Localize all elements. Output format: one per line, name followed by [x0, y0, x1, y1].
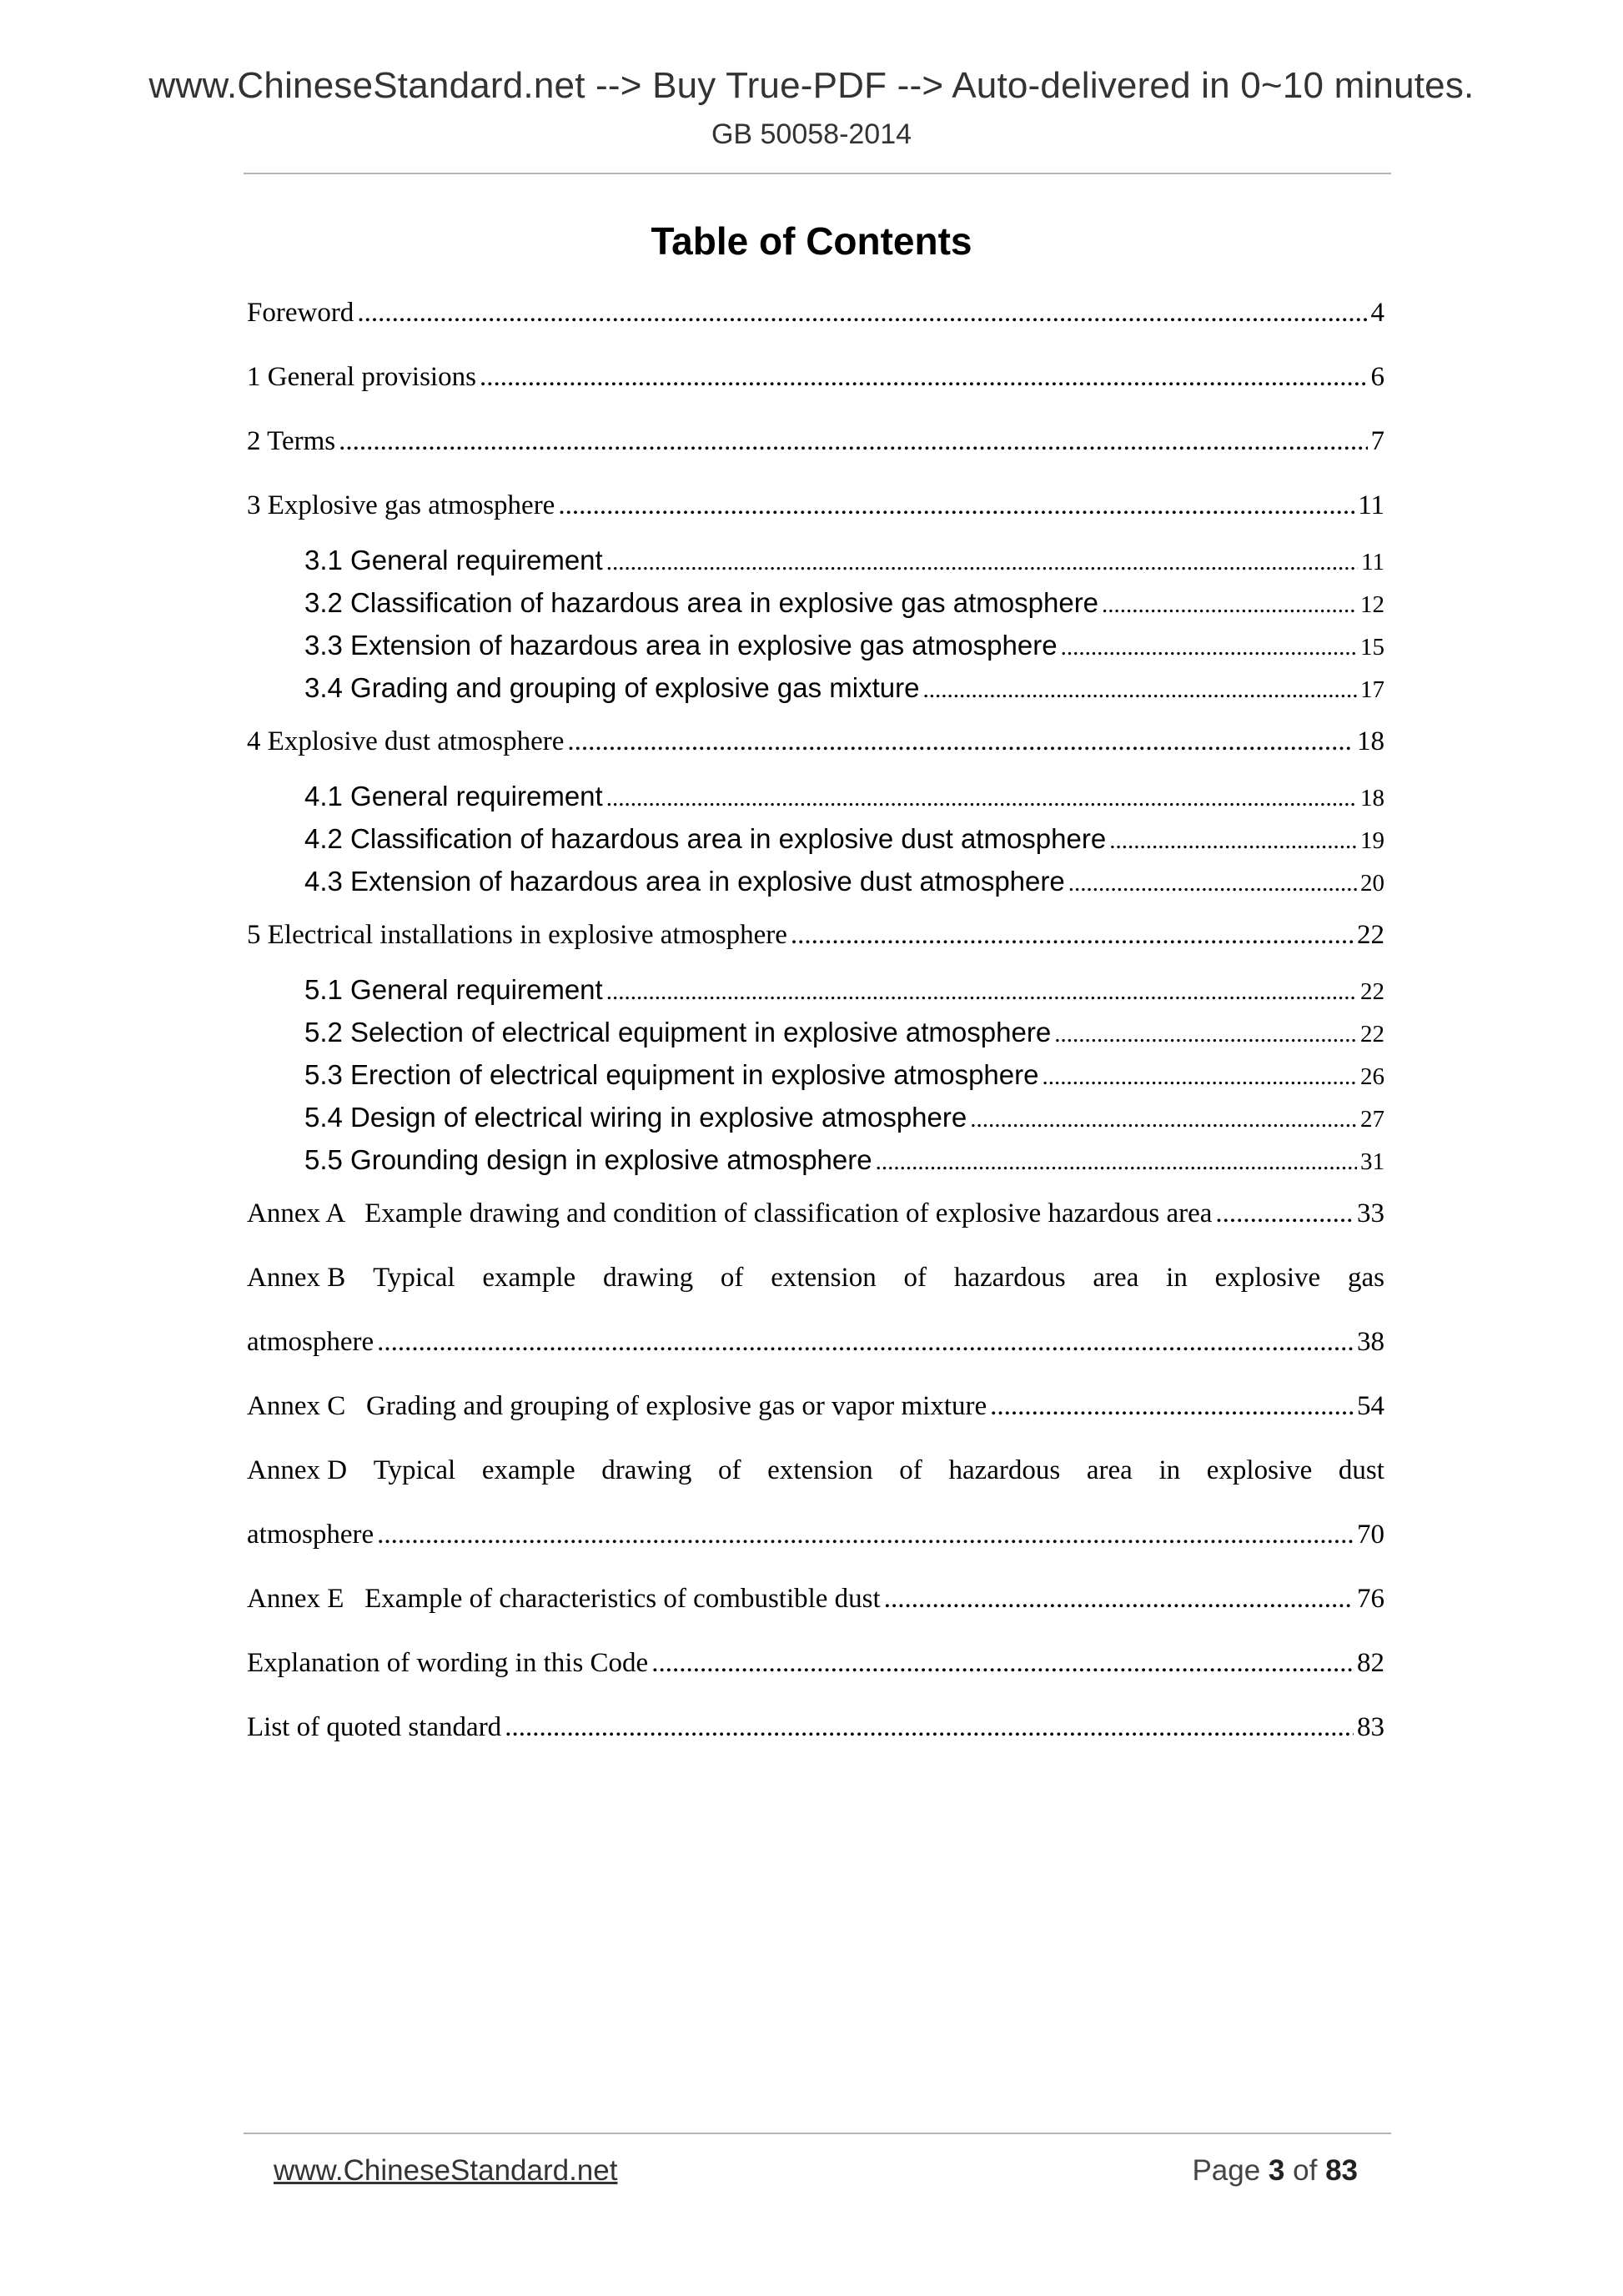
standard-code: GB 50058-2014 — [711, 118, 912, 150]
toc-entry-page: 15 — [1360, 634, 1384, 661]
dot-leader — [567, 726, 1354, 757]
toc-entry-section-5-2[interactable] — [304, 1017, 1384, 1048]
toc-entry-section-5-3[interactable] — [304, 1059, 1384, 1091]
dot-leader — [339, 426, 1367, 457]
toc-entry-label: 5.2 Selection of electrical equipment in explosive atmosphere — [304, 1017, 1052, 1048]
toc-entry-section-5-5[interactable] — [304, 1144, 1384, 1176]
toc-entry-label: 4.1 General requirement — [304, 781, 603, 811]
toc-entry-annex-c[interactable] — [247, 1391, 1384, 1422]
dot-leader — [1109, 827, 1357, 855]
toc-entry-page: 83 — [1357, 1712, 1384, 1742]
toc-entry-label: Annex E Example of characteristics of combustible dust — [247, 1584, 881, 1614]
dot-leader — [606, 785, 1357, 812]
toc-entry-page: 31 — [1360, 1148, 1384, 1175]
toc-entry-quoted-standards[interactable] — [247, 1712, 1384, 1743]
toc-entry-page: 19 — [1360, 827, 1384, 854]
toc-entry-wording[interactable] — [247, 1648, 1384, 1679]
toc-entry-label: 2 Terms — [247, 426, 336, 456]
dot-leader — [505, 1712, 1354, 1743]
toc-entry-section-4-2[interactable] — [304, 823, 1384, 855]
dot-leader — [876, 1148, 1357, 1176]
toc-word: in — [1158, 1455, 1181, 1485]
toc-word: area — [1086, 1455, 1133, 1485]
toc-entry-page: 4 — [1370, 298, 1384, 328]
toc-entry-page: 54 — [1357, 1391, 1384, 1421]
toc-word: Annex D — [247, 1455, 348, 1485]
toc-entry-page: 11 — [1361, 549, 1384, 575]
toc-entry-section-3-4[interactable] — [304, 672, 1384, 704]
toc-entry-label: 5 Electrical installations in explosive atmosphere — [247, 920, 787, 950]
toc-entry-label: 3.3 Extension of hazardous area in explosive gas atmosphere — [304, 630, 1058, 661]
toc-entry-label: 4 Explosive dust atmosphere — [247, 726, 565, 756]
toc-entry-annex-b-line1[interactable] — [247, 1263, 1384, 1294]
toc-word: explosive — [1206, 1455, 1313, 1485]
toc-word: drawing — [601, 1455, 692, 1485]
toc-entry-section-4-1[interactable] — [304, 781, 1384, 812]
toc-entry-label: 5.5 Grounding design in explosive atmosphere — [304, 1144, 872, 1175]
dot-leader — [791, 920, 1354, 951]
toc-entry-label: 1 General provisions — [247, 362, 476, 392]
toc-entry-page: 17 — [1360, 676, 1384, 703]
toc-entry-label: atmosphere — [247, 1327, 374, 1357]
toc-entry-page: 76 — [1357, 1584, 1384, 1614]
toc-word: drawing — [602, 1263, 694, 1293]
toc-word: example — [481, 1455, 575, 1485]
toc-word: extension — [771, 1263, 877, 1293]
toc-word: Typical — [373, 1455, 456, 1485]
toc-entry-label: Foreword — [247, 298, 354, 328]
toc-entry-section-3-1[interactable] — [304, 545, 1384, 576]
toc-entry-page: 38 — [1357, 1327, 1384, 1357]
dot-leader — [1042, 1063, 1357, 1091]
total-pages: 83 — [1325, 2154, 1358, 2187]
toc-entry-page: 7 — [1370, 426, 1384, 456]
toc-entry-label: 4.2 Classification of hazardous area in explosive dust atmosphere — [304, 823, 1107, 854]
toc-entry-page: 20 — [1360, 870, 1384, 897]
toc-word: hazardous — [953, 1263, 1066, 1293]
toc-entry-chapter-3[interactable] — [247, 490, 1384, 521]
toc-entry-label: Explanation of wording in this Code — [247, 1648, 649, 1678]
toc-entry-page: 18 — [1357, 726, 1384, 756]
footer-divider — [244, 2133, 1391, 2134]
toc-entry-label: 3.4 Grading and grouping of explosive gas mixture — [304, 672, 920, 703]
toc-entry-page: 22 — [1357, 920, 1384, 950]
toc-entry-annex-b-line2[interactable] — [247, 1327, 1384, 1358]
toc-word: gas — [1347, 1263, 1384, 1293]
toc-entry-page: 6 — [1370, 362, 1384, 392]
toc-entry-page: 11 — [1358, 490, 1384, 520]
dot-leader — [558, 490, 1354, 521]
toc-entry-section-4-3[interactable] — [304, 866, 1384, 897]
page-indicator — [1192, 2154, 1358, 2188]
page-title: Table of Contents — [651, 219, 972, 263]
header-banner: www.ChineseStandard.net --> Buy True-PDF --> Auto-delivered in 0~10 minutes. — [148, 65, 1475, 106]
toc-word: Typical — [373, 1263, 455, 1293]
dot-leader — [884, 1584, 1354, 1615]
toc-word: hazardous — [948, 1455, 1061, 1485]
dot-leader — [990, 1391, 1354, 1422]
toc-entry-section-5-1[interactable] — [304, 974, 1384, 1006]
toc-entry-annex-d-line2[interactable] — [247, 1520, 1384, 1550]
dot-leader — [651, 1648, 1354, 1679]
dot-leader — [1061, 634, 1357, 661]
dot-leader — [357, 298, 1367, 329]
toc-entry-chapter-1[interactable] — [247, 362, 1384, 393]
toc-entry-page: 18 — [1360, 785, 1384, 811]
toc-entry-page: 22 — [1360, 1021, 1384, 1048]
toc-entry-label: 3 Explosive gas atmosphere — [247, 490, 555, 520]
toc-word: of — [899, 1455, 922, 1485]
toc-word: of — [903, 1263, 927, 1293]
toc-entry-label: 5.3 Erection of electrical equipment in explosive atmosphere — [304, 1059, 1039, 1090]
dot-leader — [1215, 1198, 1354, 1229]
toc-entry-page: 33 — [1357, 1198, 1384, 1228]
toc-entry-page: 82 — [1357, 1648, 1384, 1678]
dot-leader — [1102, 591, 1357, 619]
toc-entry-label: Annex A Example drawing and condition of classification of explosive hazardous area — [247, 1198, 1213, 1228]
toc-entry-page: 12 — [1360, 591, 1384, 618]
dot-leader — [922, 676, 1357, 704]
dot-leader — [377, 1520, 1354, 1550]
page-word: Page — [1192, 2154, 1261, 2187]
toc-word: example — [482, 1263, 576, 1293]
toc-word: of — [718, 1455, 741, 1485]
toc-entry-chapter-5[interactable] — [247, 920, 1384, 951]
toc-entry-label: atmosphere — [247, 1520, 374, 1550]
toc-word: area — [1093, 1263, 1139, 1293]
page-of: of — [1293, 2154, 1318, 2187]
toc-entry-label: 5.1 General requirement — [304, 974, 603, 1005]
dot-leader — [1068, 870, 1357, 897]
toc-entry-page: 27 — [1360, 1106, 1384, 1133]
toc-entry-page: 70 — [1357, 1520, 1384, 1550]
toc-entry-section-5-4[interactable] — [304, 1102, 1384, 1133]
toc-word: of — [720, 1263, 744, 1293]
toc-entry-label: 5.4 Design of electrical wiring in explosive atmosphere — [304, 1102, 967, 1133]
toc-entry-label: 3.2 Classification of hazardous area in explosive gas atmosphere — [304, 587, 1099, 618]
toc-entry-section-3-3[interactable] — [304, 630, 1384, 661]
toc-word: dust — [1338, 1455, 1384, 1485]
toc-entry-label: List of quoted standard — [247, 1712, 502, 1742]
dot-leader — [606, 978, 1357, 1006]
toc-entry-foreword[interactable] — [247, 298, 1384, 329]
toc-entry-label: Annex C Grading and grouping of explosive gas or vapor mixture — [247, 1391, 987, 1421]
toc-entry-label: 3.1 General requirement — [304, 545, 603, 575]
toc-entry-chapter-2[interactable] — [247, 426, 1384, 457]
dot-leader — [377, 1327, 1354, 1358]
toc-word: Annex B — [247, 1263, 346, 1293]
toc-entry-label: 4.3 Extension of hazardous area in explosive dust atmosphere — [304, 866, 1065, 897]
toc-entry-chapter-4[interactable] — [247, 726, 1384, 757]
toc-entry-annex-e[interactable] — [247, 1584, 1384, 1615]
toc-entry-page: 26 — [1360, 1063, 1384, 1090]
toc-word: extension — [767, 1455, 873, 1485]
toc-entry-annex-a[interactable] — [247, 1198, 1384, 1229]
toc-word: in — [1166, 1263, 1188, 1293]
dot-leader — [480, 362, 1368, 393]
dot-leader — [1054, 1021, 1357, 1048]
footer-site-link[interactable]: www.ChineseStandard.net — [274, 2154, 618, 2187]
current-page: 3 — [1268, 2154, 1285, 2187]
toc-entry-annex-d-line1[interactable] — [247, 1455, 1384, 1486]
toc-entry-section-3-2[interactable] — [304, 587, 1384, 619]
dot-leader — [606, 549, 1358, 576]
toc-entry-page: 22 — [1360, 978, 1384, 1005]
dot-leader — [970, 1106, 1357, 1133]
toc-word: explosive — [1214, 1263, 1321, 1293]
